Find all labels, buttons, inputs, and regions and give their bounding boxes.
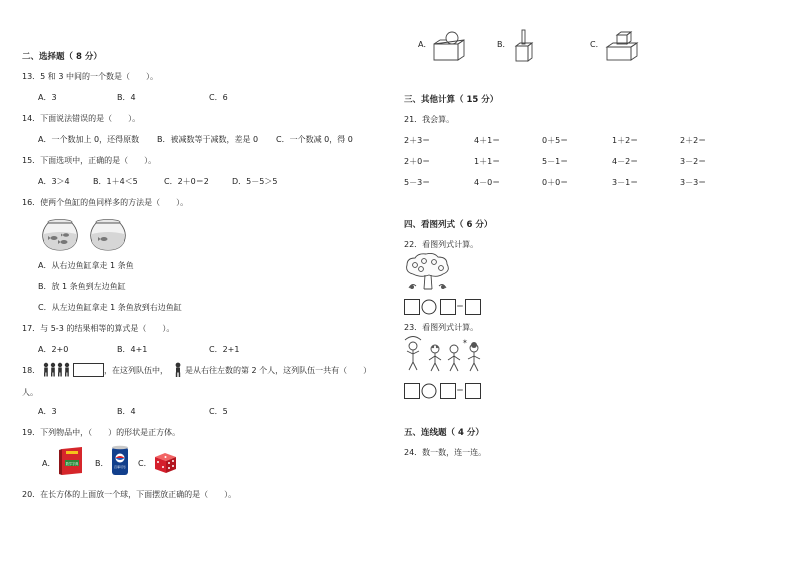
calc-r3-c1[interactable]: 5－3＝ xyxy=(404,178,431,187)
queue-hidden-box xyxy=(73,363,104,377)
question-24: 24．数一数，连一连。 xyxy=(404,448,487,457)
q18-option-c[interactable]: C．5 xyxy=(209,407,228,416)
q20-option-c-shape xyxy=(604,30,640,62)
left-fish-bowl xyxy=(43,220,78,251)
calc-r3-c5[interactable]: 3－3＝ xyxy=(680,178,707,187)
svg-text:✶: ✶ xyxy=(462,338,468,346)
apple-tree-image xyxy=(403,252,453,292)
q19-option-c[interactable]: C． xyxy=(138,459,152,468)
q15-option-d[interactable]: D．5－5＞5 xyxy=(232,177,278,186)
q15-option-b[interactable]: B．1＋4＜5 xyxy=(93,177,138,186)
q22-box-2[interactable] xyxy=(440,299,456,315)
q20-option-c[interactable]: C． xyxy=(590,40,604,49)
q15-option-c[interactable]: C．2＋0＝2 xyxy=(164,177,209,186)
dictionary-book-image xyxy=(58,446,86,476)
section-matching-title: 五、连线题（ 4 分） xyxy=(404,428,484,438)
soda-can-image xyxy=(110,445,130,477)
q23-equals-sign: ＝ xyxy=(456,386,464,395)
q23-box-2[interactable] xyxy=(440,383,456,399)
q20-option-a[interactable]: A． xyxy=(418,40,432,49)
calc-r1-c3[interactable]: 0＋5＝ xyxy=(542,136,569,145)
q16-option-b[interactable]: B．放 1 条鱼到左边鱼缸 xyxy=(38,282,126,291)
can-label: 百事可乐 xyxy=(113,465,127,469)
calc-r2-c4[interactable]: 4－2＝ xyxy=(612,157,639,166)
question-21: 21．我会算。 xyxy=(404,115,455,124)
section-picture-title: 四、看图列式（ 6 分） xyxy=(404,220,493,230)
q17-option-a[interactable]: A．2+0 xyxy=(38,345,69,354)
q22-operator-circle[interactable] xyxy=(421,299,437,315)
calc-r2-c3[interactable]: 5－1＝ xyxy=(542,157,569,166)
q18-option-a[interactable]: A．3 xyxy=(38,407,57,416)
calc-r2-c1[interactable]: 2＋0＝ xyxy=(404,157,431,166)
q13-option-a[interactable]: A．3 xyxy=(38,93,57,102)
q17-option-b[interactable]: B．4+1 xyxy=(117,345,148,354)
question-16: 16．使两个鱼缸的鱼同样多的方法是（ ）。 xyxy=(22,198,189,207)
q13-option-b[interactable]: B．4 xyxy=(117,93,136,102)
q22-box-1[interactable] xyxy=(404,299,420,315)
calc-r1-c5[interactable]: 2＋2＝ xyxy=(680,136,707,145)
q13-option-c[interactable]: C．6 xyxy=(209,93,228,102)
q22-equals-sign: ＝ xyxy=(456,302,464,311)
calc-r2-c2[interactable]: 1＋1＝ xyxy=(474,157,501,166)
q16-option-c[interactable]: C．从左边鱼缸拿走 1 条鱼放到右边鱼缸 xyxy=(38,303,182,312)
question-19: 19．下列物品中，（ ）的形状是正方体。 xyxy=(22,428,181,437)
q15-option-a[interactable]: A．3＞4 xyxy=(38,177,70,186)
book-title: 数学字典 xyxy=(65,461,79,466)
calc-r3-c2[interactable]: 4－0＝ xyxy=(474,178,501,187)
calc-r3-c3[interactable]: 0＋0＝ xyxy=(542,178,569,187)
q20-option-b-shape xyxy=(512,28,536,64)
calc-r1-c4[interactable]: 1＋2＝ xyxy=(612,136,639,145)
q23-operator-circle[interactable] xyxy=(421,383,437,399)
question-18-suffix: 是从右往左数的第 2 个人，这列队伍一共有（ ） xyxy=(185,366,372,375)
fish-bowls-image xyxy=(38,218,130,252)
calc-r1-c1[interactable]: 2＋3＝ xyxy=(404,136,431,145)
q17-option-c[interactable]: C．2+1 xyxy=(209,345,240,354)
q16-option-a[interactable]: A．从右边鱼缸拿走 1 条鱼 xyxy=(38,261,134,270)
question-17: 17．与 5-3 的结果相等的算式是（ ）。 xyxy=(22,324,175,333)
q14-option-c[interactable]: C．一个数减 0，得 0 xyxy=(276,135,353,144)
children-playing-image xyxy=(402,336,492,374)
marked-person-icon xyxy=(173,362,183,378)
calc-r3-c4[interactable]: 3－1＝ xyxy=(612,178,639,187)
q20-option-a-shape xyxy=(430,30,468,62)
question-15: 15．下面选项中，正确的是（ ）。 xyxy=(22,156,157,165)
question-18-middle: ，在这列队伍中， xyxy=(104,366,168,375)
q19-option-a[interactable]: A． xyxy=(42,459,56,468)
question-23: 23．看图列式计算。 xyxy=(404,323,479,332)
question-20: 20．在长方体的上面放一个球，下面摆放正确的是（ ）。 xyxy=(22,490,237,499)
calc-r2-c5[interactable]: 3－2＝ xyxy=(680,157,707,166)
question-18-prefix: 18． xyxy=(22,366,41,375)
red-dice-image xyxy=(152,450,178,474)
section-choice-title: 二、选择题（ 8 分） xyxy=(22,52,102,62)
q14-option-a[interactable]: A．一个数加上 0，还得原数 xyxy=(38,135,140,144)
question-14: 14．下面说法错误的是（ ）。 xyxy=(22,114,141,123)
question-13: 13．5 和 3 中间的一个数是（ ）。 xyxy=(22,72,158,81)
q20-option-b[interactable]: B． xyxy=(497,40,511,49)
q23-box-3[interactable] xyxy=(465,383,481,399)
section-calc-title: 三、其他计算（ 15 分） xyxy=(404,95,499,105)
right-fish-bowl xyxy=(91,220,126,251)
question-18-line2: 人。 xyxy=(22,388,38,397)
q14-option-b[interactable]: B．被减数等于减数，差是 0 xyxy=(157,135,259,144)
q19-option-b[interactable]: B． xyxy=(95,459,109,468)
q22-box-3[interactable] xyxy=(465,299,481,315)
queue-people-icon xyxy=(42,362,72,378)
question-22: 22．看图列式计算。 xyxy=(404,240,479,249)
q23-box-1[interactable] xyxy=(404,383,420,399)
calc-r1-c2[interactable]: 4＋1＝ xyxy=(474,136,501,145)
q18-option-b[interactable]: B．4 xyxy=(117,407,136,416)
